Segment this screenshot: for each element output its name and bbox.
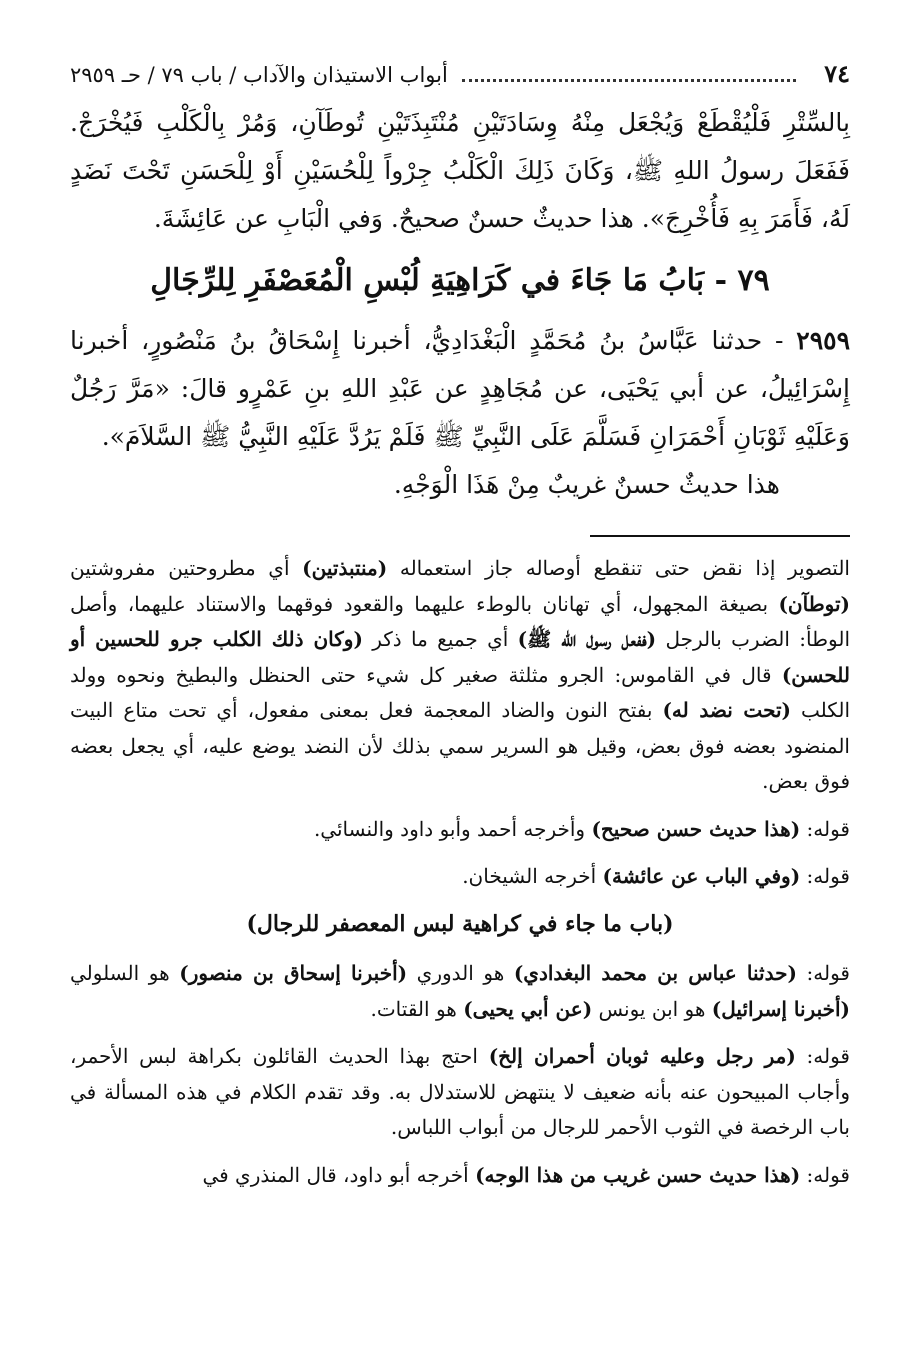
text: أي مطروحتين مفروشتين bbox=[70, 556, 303, 580]
quoted-term: (مر رجل وعليه ثوبان أحمران إلخ) bbox=[488, 1044, 796, 1068]
text: هو القتات. bbox=[370, 996, 464, 1021]
quoted-term: (وفي الباب عن عائشة) bbox=[602, 864, 801, 888]
text: احتج بهذا الحديث القائلون بكراهة لبس الأحمر، وأجاب المبيحون عنه بأنه ضعيف لا ينتهض للاستدلال به. وقد تقدم الكلام في هذه المسألة في باب الرخصة في الثوب الأحمر للرجال من أبواب اللباس. bbox=[70, 1044, 850, 1139]
quoted-term: (ففعل رسول الله ﷺ) bbox=[517, 627, 657, 651]
commentary-paragraph-1 bbox=[70, 551, 850, 800]
text: التصوير إذا نقض حتى تنقطع أوصاله جاز استعماله bbox=[387, 556, 850, 580]
page-header bbox=[70, 58, 850, 91]
text: قوله: bbox=[800, 1162, 850, 1187]
text: وأخرجه أحمد وأبو داود والنسائي. bbox=[313, 816, 592, 841]
text: بفتح النون والضاد المعجمة فعل بمعنى مفعول، أي تحت متاع البيت المنضود بعضه فوق بعض، وقيل هو السرير سمي بذلك لأن النضد يوضع عليه، أي يجعل بعضه فوق بعض. bbox=[70, 698, 850, 793]
quoted-term: (تحت نضد له) bbox=[662, 698, 792, 722]
commentary bbox=[70, 551, 850, 1193]
header-dotted-leader bbox=[462, 65, 796, 82]
text: قوله: bbox=[795, 1044, 850, 1068]
page-number: ٧٤ bbox=[824, 59, 850, 88]
footnote-separator bbox=[590, 535, 850, 537]
quoted-term: (توطآن) bbox=[778, 591, 850, 616]
hadith-continuation: بِالسِّتْرِ فَلْيُقْطَعْ وَيُجْعَل مِنْهُ وِسَادَتَيْنِ مُنْتَبِذَتَيْنِ تُوطَآنِ، وَمُرْ بِالْكَلْبِ فَيُخْرَجْ. فَفَعَلَ رسولُ اللهِ ﷺ، وَكَانَ ذَلِكَ الْكَلْبُ جِرْواً لِلْحُسَيْنِ أَوْ لِلْحَسَنِ تَحْتَ نَضَدٍ لَهُ، فَأَمَرَ بِهِ فَأُخْرِجَ». هذا حديثٌ حسنٌ صحيحٌ. وَفي الْبَابِ عن عَائِشَةَ. bbox=[70, 108, 850, 233]
text: هو السلولي bbox=[70, 961, 180, 985]
quoted-term: (هذا حديث حسن غريب من هذا الوجه) bbox=[475, 1162, 801, 1187]
quoted-term: (أخبرنا إسرائيل) bbox=[711, 996, 850, 1021]
main-text bbox=[70, 99, 850, 509]
quoted-term: (عن أبي يحيى) bbox=[463, 996, 593, 1021]
quoted-term: (منتبذتين) bbox=[302, 556, 388, 580]
commentary-paragraph-3 bbox=[70, 859, 850, 895]
commentary-paragraph-4 bbox=[70, 956, 850, 1027]
text: أخرجه أبو داود، قال المنذري في bbox=[202, 1162, 476, 1187]
quoted-term: (وكان ذلك الكلب جرو للحسين أو للحسن) bbox=[70, 627, 850, 687]
quoted-term: (أخبرنا إسحاق بن منصور) bbox=[179, 961, 408, 985]
commentary-paragraph-5 bbox=[70, 1039, 850, 1146]
commentary-paragraph-6 bbox=[70, 1158, 850, 1194]
commentary-paragraph-2 bbox=[70, 812, 850, 848]
running-title: أبواب الاستيذان والآداب / باب ٧٩ / حـ ٢٩٥٩ bbox=[70, 63, 448, 87]
text: هو الدوري bbox=[407, 961, 514, 985]
hadith-number: ٢٩٥٩ bbox=[796, 326, 850, 355]
text: قوله: bbox=[796, 961, 850, 985]
hadith-2959 bbox=[70, 317, 850, 461]
text: قوله: bbox=[800, 816, 850, 841]
chapter-title: ٧٩ - بَابُ مَا جَاءَ في كَرَاهِيَةِ لُبْسِ الْمُعَصْفَرِ لِلرِّجَالِ bbox=[150, 263, 770, 298]
book-page bbox=[70, 58, 850, 1193]
text: قال في القاموس: الجرو مثلثة صغير كل شيء حتى الحنظل والبطيخ ونحوه وولد الكلب bbox=[70, 662, 850, 722]
text: أخرجه الشيخان. bbox=[462, 864, 603, 888]
text: أي جميع ما ذكر bbox=[362, 627, 518, 651]
commentary-subheading: (باب ما جاء في كراهية لبس المعصفر للرجال) bbox=[246, 910, 674, 937]
text: هو ابن يونس bbox=[592, 996, 712, 1021]
hadith-text: - حدثنا عَبَّاسُ بنُ مُحَمَّدٍ الْبَغْدَادِيُّ، أخبرنا إِسْحَاقُ بنُ مَنْصُورٍ، أخبرنا إِسْرَائِيلُ، عن أبي يَحْيَى، عن مُجَاهِدٍ عن عَبْدِ اللهِ بنِ عَمْرٍو قالَ: «مَرَّ رَجُلٌ وَعَلَيْهِ ثَوْبَانِ أَحْمَرَانِ فَسَلَّمَ عَلَى النَّبِيِّ ﷺ فَلَمْ يَرُدَّ عَلَيْهِ النَّبِيُّ ﷺ السَّلاَمَ». bbox=[70, 326, 850, 451]
quoted-term: (حدثنا عباس بن محمد البغدادي) bbox=[513, 961, 797, 985]
hadith-grade: هذا حديثٌ حسنٌ غريبٌ مِنْ هَذَا الْوَجْهِ. bbox=[393, 470, 780, 499]
text: بصيغة المجهول، أي تهانان بالوطء عليهما والقعود فوقهما والاستناد عليهما، وأصل الوطأ: الضرب بالرجل bbox=[70, 591, 851, 651]
quoted-term: (هذا حديث حسن صحيح) bbox=[591, 816, 801, 841]
text: قوله: bbox=[800, 864, 850, 888]
